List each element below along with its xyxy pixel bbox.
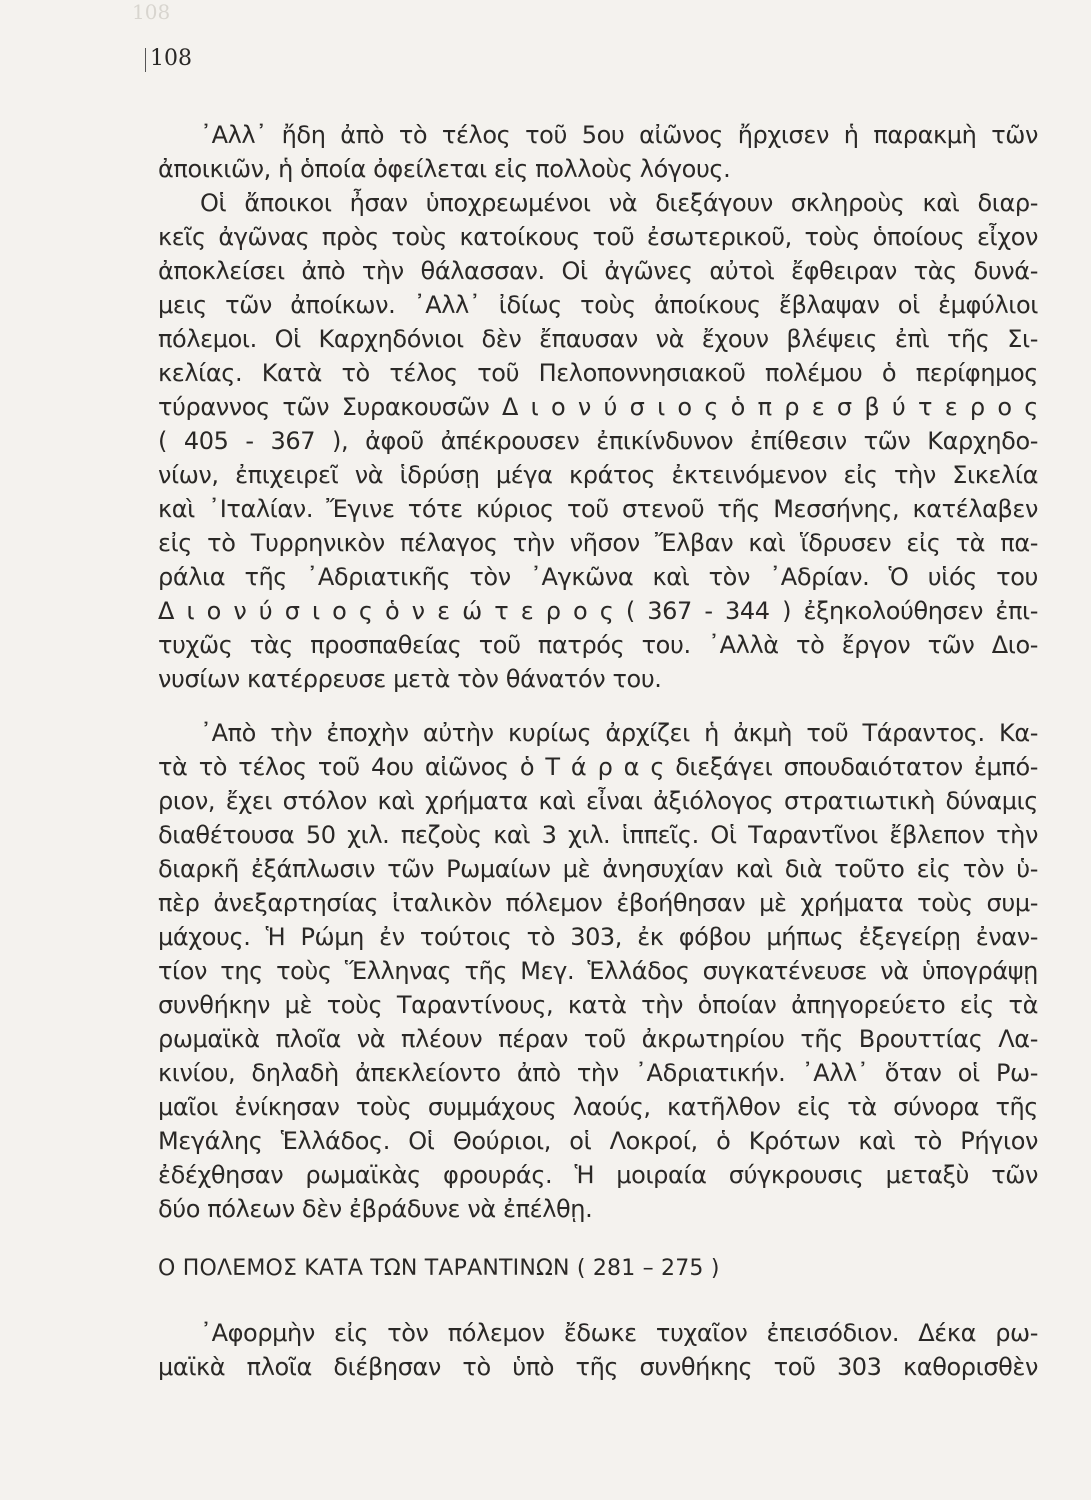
text-line: ρωμαϊκὰ πλοῖα νὰ πλέουν πέραν τοῦ ἀκρωτηρίου τῆς Βρουττίας Λα- bbox=[158, 1025, 1038, 1053]
page-number: 108 bbox=[150, 46, 192, 71]
section-heading: Ο ΠΟΛΕΜΟΣ ΚΑΤΑ ΤΩΝ ΤΑΡΑΝΤΙΝΩΝ ( 281 – 275 ) bbox=[158, 1256, 720, 1281]
text-line: τυχῶς τὰς προσπαθείας τοῦ πατρός του. ᾿Αλλὰ τὸ ἔργον τῶν Διο- bbox=[158, 631, 1038, 659]
text-line: μαῖοι ἐνίκησαν τοὺς συμμάχους λαούς, κατῆλθον εἰς τὰ σύνορα τῆς bbox=[158, 1093, 1038, 1121]
text-line: ᾿Απὸ τὴν ἐποχὴν αὐτὴν κυρίως ἀρχίζει ἡ ἀκμὴ τοῦ Τάραντος. Κα- bbox=[200, 719, 1038, 747]
text-line: δύο πόλεων δὲν ἐβράδυνε νὰ ἐπέλθῃ. bbox=[158, 1195, 593, 1223]
text-line: μαϊκὰ πλοῖα διέβησαν τὸ ὑπὸ τῆς συνθήκης τοῦ 303 καθορισθὲν bbox=[158, 1353, 1038, 1381]
faint-show-through-page-number: 108 bbox=[132, 0, 171, 24]
text-line: πόλεμοι. Οἱ Καρχηδόνιοι δὲν ἔπαυσαν νὰ ἔχουν βλέψεις ἐπὶ τῆς Σι- bbox=[158, 325, 1038, 353]
text-line: πὲρ ἀνεξαρτησίας ἰταλικὸν πόλεμον ἐβοήθησαν μὲ χρήματα τοὺς συμ- bbox=[158, 889, 1038, 917]
text-line: ἐδέχθησαν ρωμαϊκὰς φρουράς. Ἡ μοιραία σύγκρουσις μεταξὺ τῶν bbox=[158, 1161, 1038, 1189]
text-line: ᾿Αλλ᾿ ἤδη ἀπὸ τὸ τέλος τοῦ 5ου αἰῶνος ἤρχισεν ἡ παρακμὴ τῶν bbox=[200, 121, 1038, 149]
text-line: ( 405 - 367 ), ἀφοῦ ἀπέκρουσεν ἐπικίνδυνον ἐπίθεσιν τῶν Καρχηδο- bbox=[158, 427, 1038, 455]
text-line: μάχους. Ἡ Ρώμη ἐν τούτοις τὸ 303, ἐκ φόβου μήπως ἐξεγείρῃ ἐναν- bbox=[158, 923, 1038, 951]
text-line: κεῖς ἀγῶνας πρὸς τοὺς κατοίκους τοῦ ἐσωτερικοῦ, τοὺς ὁποίους εἶχον bbox=[158, 223, 1038, 251]
text-line: Μεγάλης Ἑλλάδος. Οἱ Θούριοι, οἱ Λοκροί, ὁ Κρότων καὶ τὸ Ρήγιον bbox=[158, 1127, 1038, 1155]
text-line: νίων, ἐπιχειρεῖ νὰ ἱδρύσῃ μέγα κράτος ἐκτεινόμενον εἰς τὴν Σικελία bbox=[158, 461, 1038, 489]
text-line: μεις τῶν ἀποίκων. ᾿Αλλ᾿ ἰδίως τοὺς ἀποίκους ἔβλαψαν οἱ ἐμφύλιοι bbox=[158, 291, 1038, 319]
text-line: κινίου, δηλαδὴ ἀπεκλείοντο ἀπὸ τὴν ᾿Αδριατικήν. ᾿Αλλ᾿ ὅταν οἱ Ρω- bbox=[158, 1059, 1038, 1087]
text-line: ριον, ἔχει στόλον καὶ χρήματα καὶ εἶναι ἀξιόλογος στρατιωτικὴ δύναμις bbox=[158, 787, 1038, 815]
text-line: συνθήκην μὲ τοὺς Ταραντίνους, κατὰ τὴν ὁποίαν ἀπηγορεύετο εἰς τὰ bbox=[158, 991, 1038, 1019]
text-line: νυσίων κατέρρευσε μετὰ τὸν θάνατόν του. bbox=[158, 665, 662, 693]
text-line: ἀποικιῶν, ἡ ὁποία ὀφείλεται εἰς πολλοὺς λόγους. bbox=[158, 155, 731, 183]
text-line: εἰς τὸ Τυρρηνικὸν πέλαγος τὴν νῆσον Ἔλβαν καὶ ἵδρυσεν εἰς τὰ πα- bbox=[158, 529, 1038, 557]
text-line: καὶ ᾿Ιταλίαν. Ἔγινε τότε κύριος τοῦ στενοῦ τῆς Μεσσήνης, κατέλαβεν bbox=[158, 495, 1038, 523]
text-line: διαρκῆ ἐξάπλωσιν τῶν Ρωμαίων μὲ ἀνησυχίαν καὶ διὰ τοῦτο εἰς τὸν ὑ- bbox=[158, 855, 1038, 883]
text-line: τὰ τὸ τέλος τοῦ 4ου αἰῶνος ὁ Τ ά ρ α ς διεξάγει σπουδαιότατον ἐμπό- bbox=[158, 753, 1038, 781]
text-line: Οἱ ἄποικοι ἦσαν ὑποχρεωμένοι νὰ διεξάγουν σκληροὺς καὶ διαρ- bbox=[200, 189, 1038, 217]
text-line: τίον της τοὺς Ἕλληνας τῆς Μεγ. Ἑλλάδος συγκατένευσε νὰ ὑπογράψῃ bbox=[158, 957, 1038, 985]
text-line: τύραννος τῶν Συρακουσῶν Δ ι ο ν ύ σ ι ο ς ὁ π ρ ε σ β ύ τ ε ρ ο ς bbox=[158, 393, 1038, 421]
text-line: ἀποκλείσει ἀπὸ τὴν θάλασσαν. Οἱ ἀγῶνες αὐτοὶ ἔφθειραν τὰς δυνά- bbox=[158, 257, 1038, 285]
text-line: Δ ι ο ν ύ σ ι ο ς ὁ ν ε ώ τ ε ρ ο ς ( 367 - 344 ) ἐξηκολούθησεν ἐπι- bbox=[158, 597, 1038, 625]
text-line: ράλια τῆς ᾿Αδριατικῆς τὸν ᾿Αγκῶνα καὶ τὸν ᾿Αδρίαν. Ὁ υἱός του bbox=[158, 563, 1038, 591]
text-line: ᾿Αφορμὴν εἰς τὸν πόλεμον ἔδωκε τυχαῖον ἐπεισόδιον. Δέκα ρω- bbox=[200, 1319, 1038, 1347]
text-line: διαθέτουσα 50 χιλ. πεζοὺς καὶ 3 χιλ. ἱππεῖς. Οἱ Ταραντῖνοι ἔβλεπον τὴν bbox=[158, 821, 1038, 849]
text-line: κελίας. Κατὰ τὸ τέλος τοῦ Πελοποννησιακοῦ πολέμου ὁ περίφημος bbox=[158, 359, 1038, 387]
